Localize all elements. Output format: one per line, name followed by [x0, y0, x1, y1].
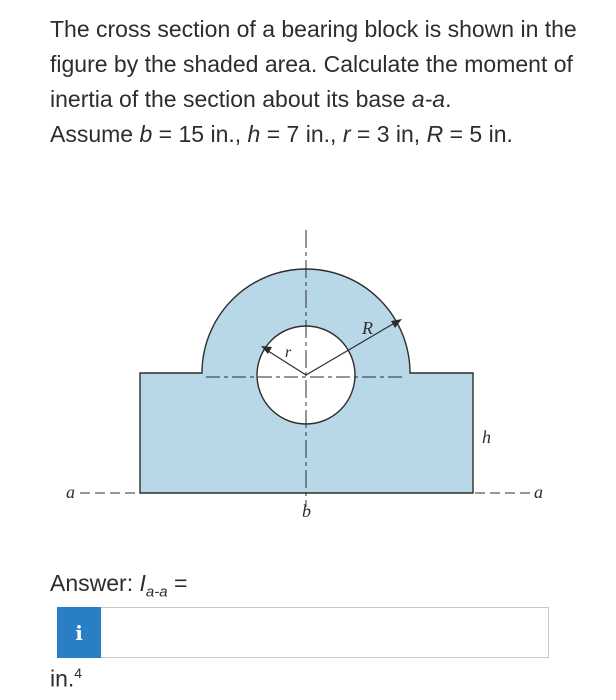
- val-h: = 7 in.,: [260, 121, 343, 147]
- label-h: h: [482, 427, 491, 447]
- answer-subscript: a-a: [145, 583, 168, 601]
- label-R: R: [362, 318, 373, 338]
- question-line: The cross section of a bearing block is shown in the figure by the shaded area. Calculate the moment of inertia of the section about its base: [50, 16, 577, 112]
- bearing-block-figure: [60, 225, 560, 525]
- assumptions: [50, 117, 590, 152]
- answer-row: [57, 607, 549, 658]
- var-h: h: [247, 121, 261, 147]
- var-r: r: [342, 121, 351, 147]
- assume-prefix: Assume: [50, 121, 140, 147]
- axis-name: a-a: [411, 86, 446, 112]
- info-icon: i: [75, 620, 83, 645]
- answer-suffix: =: [167, 570, 188, 596]
- answer-units: [50, 665, 82, 693]
- answer-label: [50, 570, 187, 601]
- question-text: [50, 12, 590, 152]
- var-R: R: [426, 121, 444, 147]
- units-text: in.: [50, 665, 75, 692]
- answer-var: I: [139, 570, 146, 596]
- label-b: b: [302, 501, 311, 521]
- bearing-block-diagram: [60, 225, 560, 525]
- var-b: b: [139, 121, 153, 147]
- val-b: = 15 in.,: [152, 121, 248, 147]
- label-a-left: a: [66, 482, 75, 502]
- answer-prefix: Answer:: [50, 570, 140, 596]
- units-power: 4: [74, 665, 83, 681]
- info-button[interactable]: [57, 607, 101, 658]
- label-r: r: [285, 344, 292, 361]
- label-a-right: a: [534, 482, 543, 502]
- val-R: = 5 in.: [443, 121, 513, 147]
- question-paragraph: [50, 12, 590, 117]
- answer-input[interactable]: [101, 607, 549, 658]
- val-r: = 3 in,: [350, 121, 427, 147]
- question-line-end: .: [445, 86, 452, 112]
